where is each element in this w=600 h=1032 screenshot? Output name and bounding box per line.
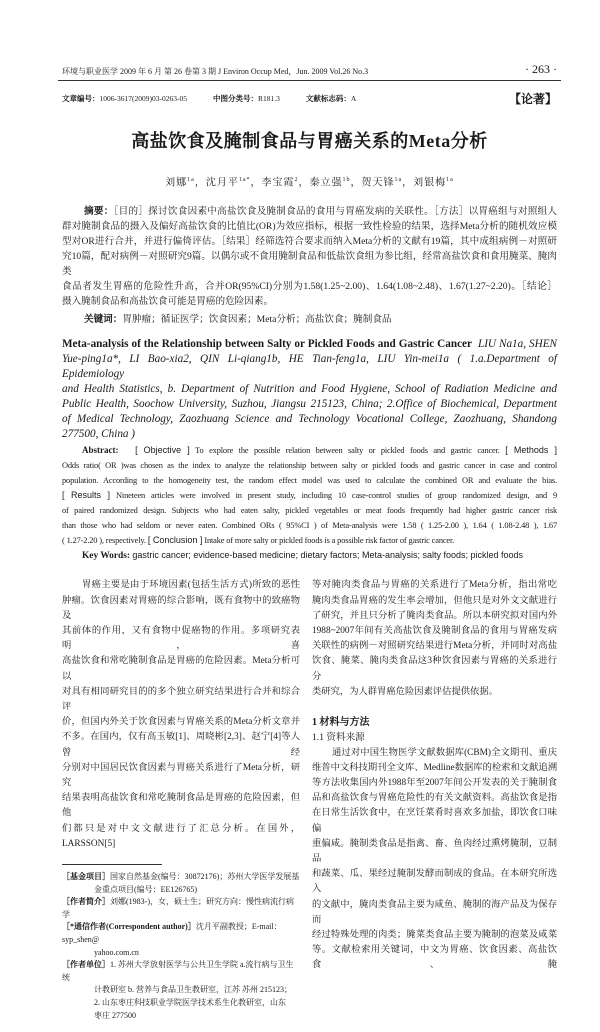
affiliation-line: and Health Statistics, b. Department of Nutrition and Food Hygiene, School of Radiation Medicine and (62, 383, 557, 396)
article-no-group (62, 93, 187, 104)
body-line: 等。文献检索用关键词，中文为胃癌、饮食因素、高盐饮食、腌 (312, 945, 557, 971)
footnote-text: yahoo.com.cn (94, 947, 139, 957)
left-column (62, 578, 300, 1022)
affiliation-line: Public Health, Soochow University, Suzhou, Jiangsu 215123, China; 2.Office of Biochemical, Department (62, 398, 557, 411)
english-title: Meta-analysis of the Relationship between Salty or Pickled Foods and Gastric Cancer (62, 338, 472, 351)
footnote-line (62, 947, 300, 960)
abstract-line (62, 443, 557, 458)
body-line: 不多。在国内，仅有高玉敏[1]、周晓彬[2,3]、赵宁[4]等人曾经 (62, 732, 300, 758)
doc-code-label: 文献标志码： (305, 94, 351, 103)
body-line: 的文献中，腌肉类食品主要为咸鱼、腌制的海产品及为保存而 (312, 899, 557, 925)
section-tag: 【论著】 (508, 92, 557, 106)
author-affiliation-mark: 1a (187, 177, 195, 183)
footnote-line (62, 984, 300, 997)
body-line: 品和高盐饮食与胃癌危险性的有关文献资料。高盐饮食是指 (312, 793, 557, 804)
author-affiliation-mark: 1b (342, 177, 351, 183)
body-line: 和蔬菜、瓜、果经过腌制发酵而制成的食品。在本研究所选入 (312, 869, 557, 895)
author-separator: ， (194, 177, 206, 189)
english-title-line (62, 337, 557, 352)
footnote-label: ［作者简介］ (62, 897, 110, 907)
class-no-group (213, 93, 280, 104)
article-meta (62, 90, 557, 107)
abstract-line: 群对腌制食品的摄入及偏好高盐饮食的比值比(OR)为效应指标，根据一致性检验的结果，选择Meta分析的随机效应模 (62, 221, 557, 233)
abstract-line: 型对OR进行合并，并进行偏倚评估。［结果］经筛选符合要求而纳入Meta分析的文献有19篇，其中成组病例－对照研 (62, 236, 557, 248)
paper-title: 高盐饮食及腌制食品与胃癌关系的Meta分析 (131, 131, 488, 151)
article-no-label: 文章编号： (62, 94, 100, 103)
conclusion-label: [ Conclusion ] (147, 535, 203, 546)
footnote-text: 国家自然基金(编号：30872176)；苏州大学医学发展基 (110, 871, 300, 881)
body-line: 高盐饮食和常吃腌制食品是胃癌的危险因素。Meta分析可以 (62, 656, 300, 682)
body-line: 等对腌肉类食品与胃癌的关系进行了Meta分析，指出常吃 (312, 580, 557, 591)
subsection-heading: 1.1 资料来源 (312, 732, 365, 744)
body-line: 类研究，为人群胃癌危险因素评估提供依据。 (312, 686, 498, 697)
footnote-text: 2. 山东枣庄科技职业学院医学技术系生化教研室，山东 (94, 997, 286, 1007)
footnote-text: 刘娜(1983-)，女，硕士生；研究方向：慢性病流行病学 (62, 897, 294, 919)
footnote-label: ［*通信作者(Correspondent author)］ (62, 922, 196, 932)
body-line: 了研究，并且只分析了腌肉类食品。所以本研究拟对国内外 (312, 610, 557, 621)
page-number: · 263 · (525, 62, 557, 76)
section-heading: 1 材料与方法 (312, 717, 370, 729)
english-abstract (62, 443, 557, 548)
abstract-line-text: ［目的］探讨饮食因素中高盐饮食及腌制食品的食用与胃癌发病的关联性。［方法］以胃癌组与对照组人 (113, 206, 557, 218)
body-line: 经过特殊处理的肉类；腌菜类食品主要为腌制的泡菜及咸菜 (312, 930, 557, 940)
body-line: 维普中文科技期刊全文库、Medline数据库的检索和文献追溯 (312, 762, 557, 773)
abstract-line: than those who had seldom or never eaten. Combined ORs ( 95%CI ) of Meta-analysis were 1.58 ( 1.25-2.00 ), 1.64 ( 1.08-2.48 ), 1.67 (62, 521, 557, 531)
footnote-rule (62, 864, 162, 865)
chinese-keywords (62, 312, 557, 327)
body-columns (62, 578, 557, 1022)
methods-label: [ Methods ] (505, 445, 557, 456)
abstract-line-text: ( 1.27-2.20 ), respectively. (62, 536, 146, 546)
abstract-line: Odds ratio( OR )was chosen as the index to analyze the relationship between salty or pickled foods and gastric cancer in case and control (62, 461, 557, 471)
body-line: 其前体的作用，又有食物中促癌物的作用。多项研究表明，喜 (62, 625, 300, 652)
author-name: 秦立强 (309, 177, 343, 189)
body-line: 们都只是对中文文献进行了汇总分析。在国外，LARSSON[5] (62, 823, 300, 849)
footnote-line (62, 1010, 300, 1023)
affiliation-line: 277500, China ) (62, 428, 136, 441)
body-line: 等方法收集国内外1988年至2007年间公开发表的关于腌制食 (312, 777, 557, 788)
body-line: 对具有相同研究目的的多个独立研究结果进行合并和综合评 (62, 686, 300, 712)
footnote-label: ［基金项目］ (62, 871, 110, 881)
footnote-text: 1. 苏州大学放射医学与公共卫生学院 a.流行病与卫生统 (62, 960, 294, 982)
body-line: 通过对中国生物医学文献数据库(CBM)全文期刊、重庆 (332, 747, 557, 758)
keywords: gastric cancer; evidence-based medicine; dietary factors; Meta-analysis; salty foods; pickled foods (132, 550, 524, 561)
affiliation-line: of Medical Technology, Zaozhuang Science and Technology Vocational College, Zaozhuang, Shandong (62, 413, 557, 426)
affiliation-line: Yue-ping1a*, LI Bao-xia2, QIN Li-qiang1b, HE Tian-feng1a, LIU Yin-mei1a ( 1.a.Department of Epidemiology (62, 353, 557, 381)
body-line: 重偏咸。腌制类食品是指禽、畜、鱼肉经过熏烤腌制，豆制品 (312, 838, 557, 864)
author-separator: ， (402, 177, 414, 189)
footnote-line (62, 959, 300, 984)
body-line: 结果表明高盐饮食和常吃腌制食品是胃癌的危险因素，但他 (62, 793, 300, 819)
footnote-text: 金重点项目(编号：EE126765) (94, 884, 198, 894)
abstract-line: 摄入腌制食品和高盐饮食可能是胃癌的危险因素。 (62, 296, 274, 308)
abstract-line: 究10篇，配对病例－对照研究9篇。以偶尔或不食用腌制食品和低盐饮食组为参比组，经常高盐饮食和食用腌菜、腌肉类 (62, 251, 557, 278)
abstract-line: population. According to the homogeneity test, the random effect model was used to calculate the combined OR and evaluate the bias. (62, 476, 557, 486)
abstract-line-text: Nineteen articles were involved in present study, including 10 case-control studies of group randomized design, and 9 (116, 491, 558, 501)
author-separator: ， (250, 177, 262, 189)
author-affiliation-mark: 1a (446, 177, 454, 183)
author-name: 李宝霞 (261, 177, 295, 189)
footnote-line (62, 997, 300, 1010)
class-no-label: 中图分类号： (213, 94, 258, 103)
author-name: 刘银梅 (413, 177, 447, 189)
abstract-line-text: Intake of more salty or pickled foods is a possible risk factor of gastric cancer. (204, 536, 455, 546)
body-line: 腌肉类食品胃癌的发生率会增加，但他只是对外文文献进行 (312, 595, 557, 606)
chinese-abstract (62, 204, 557, 309)
class-no: R181.3 (258, 94, 280, 103)
author-separator: ， (298, 177, 310, 189)
keywords: 胃肿瘤；循证医学；饮食因素；Meta分析；高盐饮食；腌制食品 (122, 314, 392, 326)
abstract-line (62, 488, 557, 503)
keywords-label: Key Words: (82, 551, 131, 562)
abstract-line-text: To explore the possible relation between salty or pickled foods and gastric cancer. (195, 446, 500, 456)
body-line: 分别对中国居民饮食因素与胃癌关系进行了Meta分析，研究 (62, 762, 300, 788)
body-line: 在日常生活饮食中，在烹饪菜肴时喜欢多加盐，即饮食口味偏 (312, 808, 557, 834)
abstract-label: 摘要： (84, 206, 114, 218)
footnote-text: 沈月平副教授；E-mail：syp_shen@ (62, 922, 282, 944)
keywords-label: 关键词： (84, 314, 123, 326)
objective-label: [ Objective ] (135, 445, 190, 456)
running-header (62, 62, 557, 77)
footnote-line (62, 921, 300, 946)
body-line: 1988~2007年间有关高盐饮食及腌制食品的食用与胃癌发病 (312, 625, 557, 636)
footnote-line (62, 871, 300, 884)
abstract-line (62, 533, 557, 548)
body-line: 饮食、腌菜、腌肉类食品这3种饮食因素与胃癌的关系进行分 (312, 656, 557, 682)
abstract-line: of paired randomized design. Subjects who had eaten salty, pickled vegetables or meat foods frequently had higher gastric cancer risk (62, 506, 557, 516)
footnote-line (62, 896, 300, 921)
journal-citation: 环境与职业医学 2009 年 6 月 第 26 卷第 3 期 J Environ Occup Med，Jun. 2009 Vol.26 No.3 (62, 67, 369, 76)
doc-code: A (350, 94, 357, 103)
body-line: 价，但国内外关于饮食因素与胃癌关系的Meta分析文章并 (62, 717, 300, 728)
article-no: 1006-3617(2009)03-0263-05 (99, 94, 187, 103)
english-keywords (62, 548, 557, 564)
body-line: 肿瘤。饮食因素对胃癌的综合影响，既有食物中的致癌物及 (62, 595, 300, 621)
results-label: [ Results ] (62, 490, 111, 501)
english-title-block (62, 337, 557, 442)
footnote-text: 计教研室 b. 营养与食品卫生教研室，江苏 苏州 215123； (94, 985, 292, 995)
author-separator: ， (350, 177, 362, 189)
english-authors: LIU Na1a, SHEN (477, 338, 558, 351)
footnote-text: 枣庄 277500 (94, 1010, 136, 1020)
author-affiliation-mark: 1a (394, 177, 403, 183)
author-name: 贺天锋 (361, 177, 395, 189)
footnote-label: ［作者单位］ (62, 960, 110, 970)
header-rule (58, 80, 561, 81)
footnote-line (62, 884, 300, 897)
abstract-line: 食品者发生胃癌的危险性升高，合并OR(95%CI)分别为1.58(1.25~2.00)、1.64(1.08~2.48)、1.67(1.27~2.20)。［结论］ (62, 281, 557, 293)
author-affiliation-mark: 2 (294, 177, 299, 183)
doc-code-group (306, 93, 356, 104)
author-affiliation-mark: 1a* (238, 177, 251, 183)
author-name: 刘娜 (165, 177, 188, 189)
abstract-label: Abstract: (82, 445, 119, 456)
footnotes (62, 871, 300, 1022)
abstract-line (62, 204, 557, 219)
body-line: 胃癌主要是由于环境因素(包括生活方式)所致的恶性 (82, 580, 300, 591)
section-spacer (312, 700, 557, 715)
author-list (62, 173, 557, 190)
body-right-column (312, 578, 557, 1022)
author-name: 沈月平 (205, 177, 239, 189)
body-line: 关联性的病例－对照研究结果进行Meta分析，并同时对高盐 (312, 641, 557, 652)
body-left-column (62, 578, 300, 852)
